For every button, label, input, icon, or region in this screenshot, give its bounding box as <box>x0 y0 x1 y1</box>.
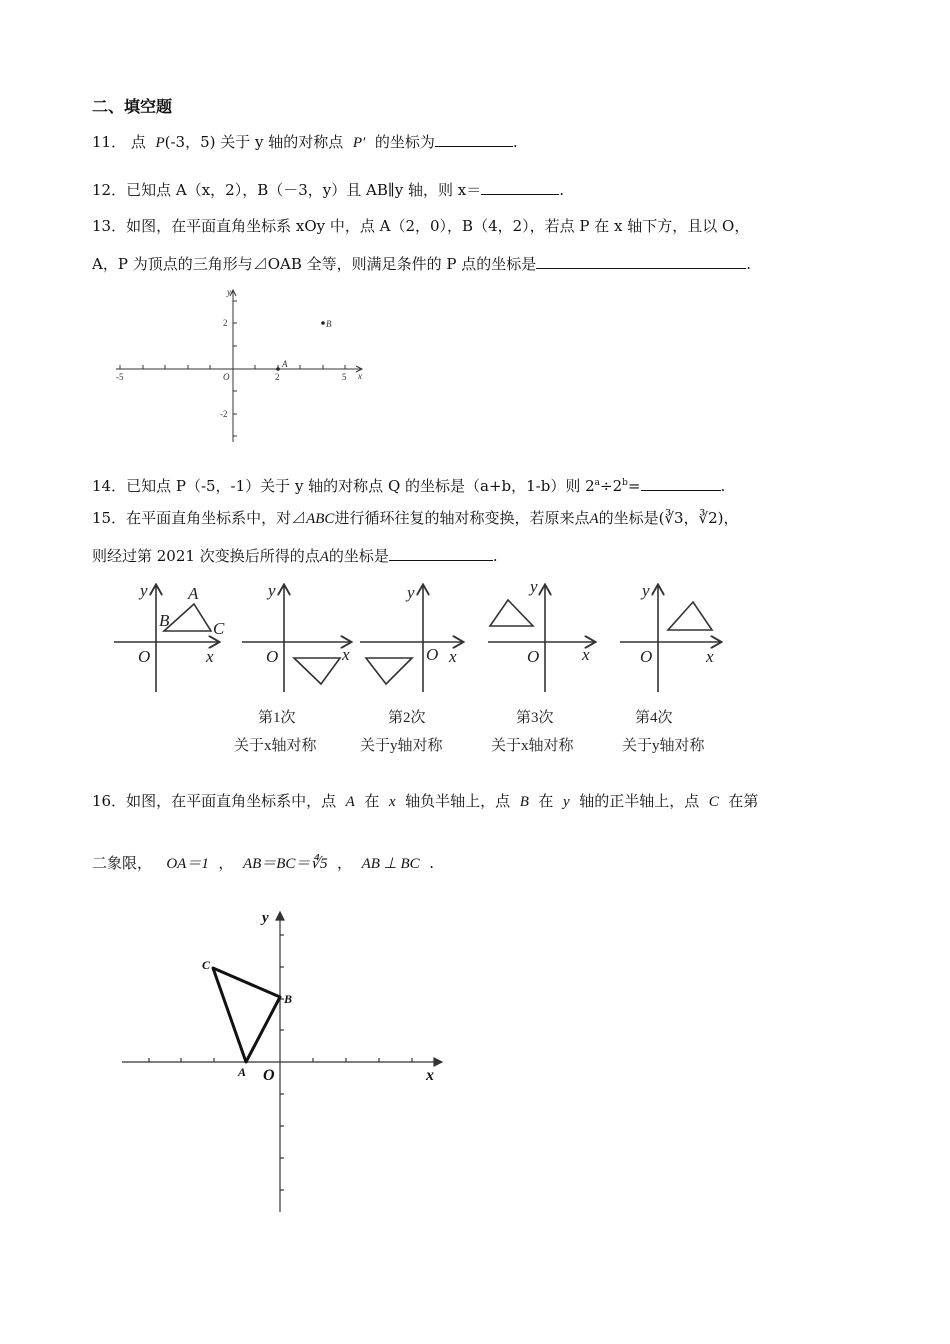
q16-origin-label: O <box>263 1067 275 1084</box>
q15-p4-y: y <box>642 581 650 600</box>
q16-y-label: y <box>262 910 269 926</box>
q15-caption-1-bottom: 关于x轴对称 <box>234 738 317 754</box>
q13-tick-y2: 2 <box>223 318 228 328</box>
q16-t5: 在第 <box>728 792 759 810</box>
q13-line-2-text: A，P 为顶点的三角形与⊿OAB 全等，则满足条件的 P 点的坐标是 <box>92 255 537 273</box>
q15-p3-y: y <box>530 578 538 596</box>
q11-answer-blank[interactable] <box>435 132 513 147</box>
question-15-line-1 <box>92 508 739 529</box>
q15-panel-1 <box>242 586 350 692</box>
q16-c: C <box>708 794 719 810</box>
q15-line-2a: 则经过第 2021 次变换后所得的点 <box>92 547 320 565</box>
q15-p3-x: x <box>582 645 590 664</box>
q15-caption-4-top: 第4次 <box>635 710 673 726</box>
q13-point-b-dot <box>321 321 325 325</box>
question-11 <box>92 132 518 153</box>
q14-sup-a: a <box>594 478 601 488</box>
question-15-line-2 <box>92 546 498 567</box>
q14-answer-blank[interactable] <box>641 476 721 491</box>
q16-b: B <box>519 794 529 810</box>
q15-triangle-1 <box>294 658 340 684</box>
q15-caption-3-top: 第3次 <box>516 710 554 726</box>
q15-panel-4 <box>620 586 720 692</box>
question-16-line-2 <box>92 853 434 874</box>
q15-p1-y: y <box>268 581 276 600</box>
q15-caption-2-top: 第2次 <box>388 710 426 726</box>
q12-end: . <box>559 181 565 199</box>
q15-p0-x: x <box>206 647 214 666</box>
q15-p2-x: x <box>449 647 457 666</box>
q14-div: ÷2 <box>600 477 623 495</box>
q16-sep-1: ， <box>218 854 234 872</box>
q16-t3: 在 <box>538 792 554 810</box>
question-16-line-1 <box>92 791 758 812</box>
q13-answer-blank[interactable] <box>536 254 746 269</box>
q12-answer-blank[interactable] <box>481 180 559 195</box>
q15-p2-y: y <box>407 583 415 602</box>
q13-point-a-label: A <box>282 359 288 369</box>
q15-answer-blank[interactable] <box>389 546 493 561</box>
q15-p4-x: x <box>706 647 714 666</box>
question-12 <box>92 180 564 200</box>
q14-text: 14．已知点 P（-5，-1）关于 y 轴的对称点 Q 的坐标是（a+b，1-b）则 2 <box>92 477 595 495</box>
q15-label-c: C <box>213 619 225 638</box>
q16-line-1a: 16．如图，在平面直角坐标系中，点 <box>92 792 337 810</box>
q16-coordinate-figure <box>118 906 448 1218</box>
q15-triangle-2 <box>366 658 412 684</box>
q15-p2-o: O <box>426 645 439 664</box>
q13-x-label: x <box>358 371 362 381</box>
q13-coordinate-figure <box>110 284 370 446</box>
q15-p4-o: O <box>640 647 653 666</box>
question-13-line-1: 13．如图，在平面直角坐标系 xOy 中，点 A（2，0），B（4，2），若点 P 在 x 轴下方，且以 O， <box>92 217 750 235</box>
q13-point-a-dot <box>276 367 280 371</box>
q11-text-3: 的坐标为 <box>374 133 435 151</box>
q16-triangle-abc <box>213 968 280 1062</box>
q11-text-2: 关于 y 轴的对称点 <box>220 133 344 151</box>
q15-transform-figure <box>108 578 748 760</box>
q16-point-c-label: C <box>202 958 211 972</box>
q16-x-label: x <box>426 1067 434 1084</box>
q15-p0-y: y <box>140 581 148 600</box>
q13-end: . <box>746 255 752 273</box>
q15-panel-3 <box>488 586 594 692</box>
q15-caption-4-bottom: 关于y轴对称 <box>622 738 705 754</box>
q16-y-arrow <box>276 912 284 920</box>
q15-line-1b: 进行循环往复的轴对称变换，若原来点 <box>334 509 590 527</box>
q15-label-a: A <box>188 584 199 603</box>
q15-abc: ABC <box>306 511 335 527</box>
q16-ab-bc: AB＝BC＝∜5 <box>242 856 328 872</box>
q11-end: . <box>512 133 518 151</box>
q15-triangle-4 <box>668 602 712 630</box>
q16-t2: 轴负半轴上，点 <box>405 792 511 810</box>
q15-line-2b: 的坐标是 <box>328 547 389 565</box>
q16-t4: 轴的正半轴上，点 <box>579 792 700 810</box>
q11-number: 11． <box>92 133 127 151</box>
q11-point-pp: P′ <box>352 135 366 151</box>
q16-t1: 在 <box>364 792 380 810</box>
q15-label-b: B <box>159 611 170 630</box>
q16-x-arrow <box>434 1058 442 1066</box>
q15-p1-x: x <box>342 645 350 664</box>
question-14 <box>92 473 725 496</box>
q13-origin-label: O <box>223 372 230 382</box>
q15-a-2: A <box>319 549 329 565</box>
q16-line-2a: 二象限， <box>92 854 153 872</box>
question-13-line-2 <box>92 254 751 274</box>
q16-point-a-label: A <box>238 1065 247 1079</box>
q12-text: 12．已知点 A（x，2），B（－3，y）且 AB∥y 轴，则 x＝ <box>92 181 482 199</box>
q16-x: x <box>388 794 396 810</box>
q11-point-p: P <box>155 135 165 151</box>
q13-tick-5: 5 <box>342 372 347 382</box>
q13-tick-yneg2: -2 <box>220 409 228 419</box>
q14-eq: = <box>627 477 641 495</box>
q15-p1-o: O <box>266 647 279 666</box>
q16-oa: OA＝1 <box>166 856 209 872</box>
q14-sup-b: b <box>622 478 628 488</box>
q13-y-label: y <box>227 287 231 297</box>
q16-end: . <box>429 854 434 872</box>
q15-line-1c: 的坐标是(∛3，∛2)， <box>598 509 739 527</box>
q16-sep-2: ， <box>337 854 353 872</box>
q15-panel-original <box>114 586 218 692</box>
q15-a: A <box>589 511 599 527</box>
q15-caption-1-top: 第1次 <box>258 710 296 726</box>
q15-p3-o: O <box>527 647 540 666</box>
q13-tick-neg5: -5 <box>116 372 124 382</box>
q15-end: . <box>492 547 498 565</box>
section-title: 二、填空题 <box>92 97 173 116</box>
q16-a: A <box>345 794 355 810</box>
q15-line-1a: 15．在平面直角坐标系中，对⊿ <box>92 509 307 527</box>
q15-triangle-original <box>164 604 211 631</box>
q15-triangle-3 <box>490 600 533 626</box>
q15-caption-3-bottom: 关于x轴对称 <box>491 738 574 754</box>
q11-coords: (-3，5) <box>164 133 216 151</box>
q16-point-b-label: B <box>284 992 293 1006</box>
q13-point-b-label: B <box>326 319 332 329</box>
q13-tick-2: 2 <box>275 372 280 382</box>
q16-perp: AB ⊥ BC <box>361 856 420 872</box>
q15-p0-o: O <box>138 647 151 666</box>
q16-y: y <box>562 794 570 810</box>
q11-text-1: 点 <box>130 133 146 151</box>
q15-caption-2-bottom: 关于y轴对称 <box>360 738 443 754</box>
q14-end: . <box>720 477 726 495</box>
